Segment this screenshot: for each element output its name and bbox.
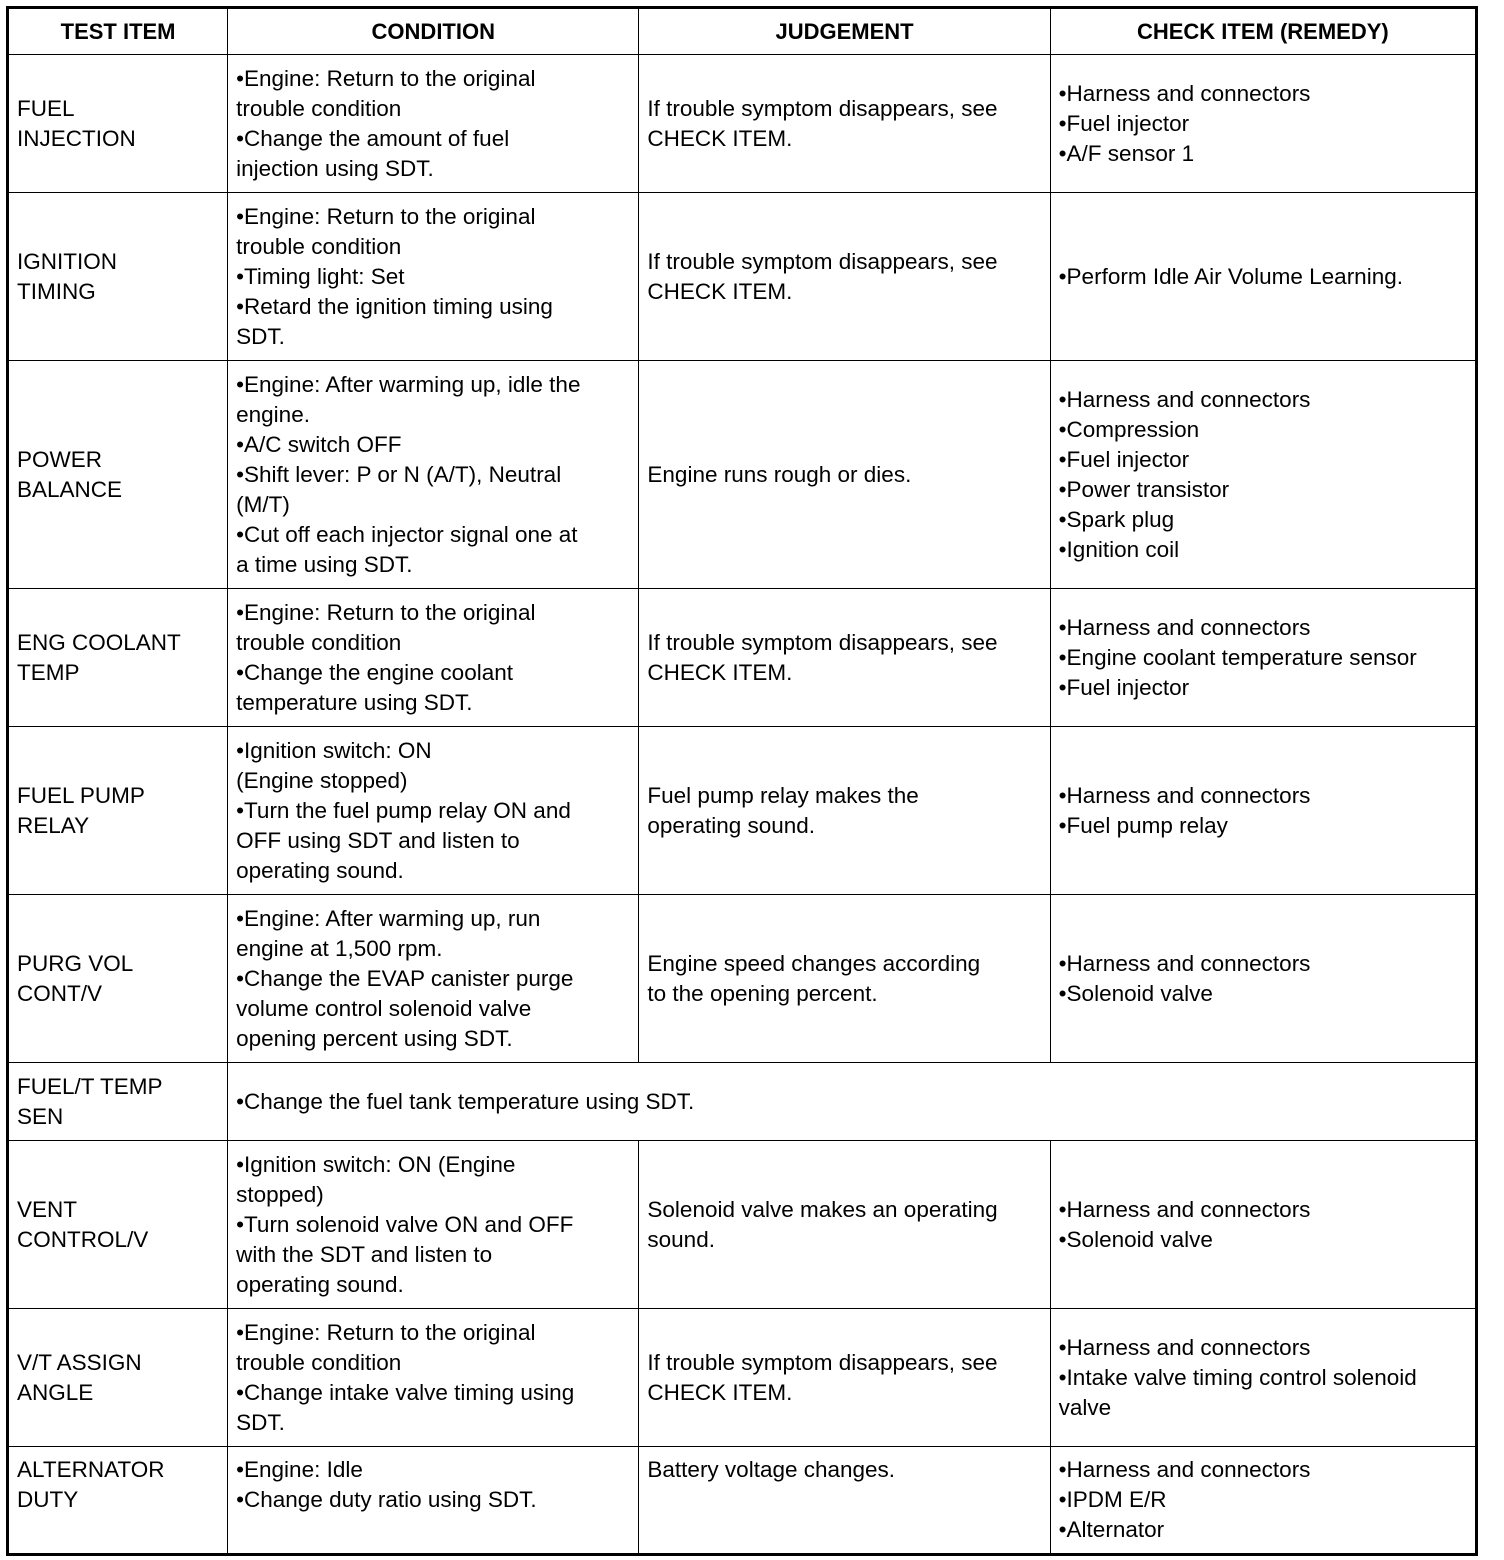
check-item-cell: •Harness and connectors •Fuel pump relay <box>1050 727 1476 895</box>
condition-cell: •Engine: Return to the original trouble condition •Timing light: Set •Retard the ignition timing using SDT. <box>228 193 639 361</box>
table-row <box>8 1141 1477 1309</box>
table-row <box>8 1447 1477 1555</box>
judgement-cell: If trouble symptom disappears, see CHECK ITEM. <box>639 1309 1050 1447</box>
condition-cell: •Engine: After warming up, run engine at 1,500 rpm. •Change the EVAP canister purge volume control solenoid valve opening percent using SDT. <box>228 895 639 1063</box>
test-item-cell: IGNITION TIMING <box>8 193 228 361</box>
judgement-cell: If trouble symptom disappears, see CHECK ITEM. <box>639 193 1050 361</box>
test-item-cell: POWER BALANCE <box>8 361 228 589</box>
test-item-cell: FUEL PUMP RELAY <box>8 727 228 895</box>
test-item-cell: ENG COOLANT TEMP <box>8 589 228 727</box>
header-test-item: TEST ITEM <box>8 8 228 55</box>
check-item-cell: •Harness and connectors •Fuel injector •A/F sensor 1 <box>1050 55 1476 193</box>
condition-cell: •Ignition switch: ON (Engine stopped) •Turn solenoid valve ON and OFF with the SDT and listen to operating sound. <box>228 1141 639 1309</box>
test-item-cell: FUEL INJECTION <box>8 55 228 193</box>
table-row <box>8 193 1477 361</box>
test-item-cell: ALTERNATOR DUTY <box>8 1447 228 1555</box>
test-item-cell: PURG VOL CONT/V <box>8 895 228 1063</box>
check-item-cell: •Perform Idle Air Volume Learning. <box>1050 193 1476 361</box>
check-item-cell: •Harness and connectors •Compression •Fuel injector •Power transistor •Spark plug •Ignition coil <box>1050 361 1476 589</box>
table-row <box>8 55 1477 193</box>
check-item-cell: •Harness and connectors •Solenoid valve <box>1050 895 1476 1063</box>
judgement-cell: Engine speed changes according to the opening percent. <box>639 895 1050 1063</box>
table-row <box>8 1309 1477 1447</box>
table-row <box>8 1063 1477 1141</box>
check-item-cell: •Harness and connectors •Intake valve timing control solenoid valve <box>1050 1309 1476 1447</box>
check-item-cell: •Harness and connectors •Engine coolant temperature sensor •Fuel injector <box>1050 589 1476 727</box>
header-judgement: JUDGEMENT <box>639 8 1050 55</box>
condition-cell: •Engine: Return to the original trouble condition •Change the amount of fuel injection using SDT. <box>228 55 639 193</box>
test-item-cell: FUEL/T TEMP SEN <box>8 1063 228 1141</box>
table-row <box>8 895 1477 1063</box>
table-row <box>8 589 1477 727</box>
active-test-table <box>6 6 1478 1556</box>
judgement-cell: Engine runs rough or dies. <box>639 361 1050 589</box>
check-item-cell: •Harness and connectors •Solenoid valve <box>1050 1141 1476 1309</box>
header-condition: CONDITION <box>228 8 639 55</box>
judgement-cell: Battery voltage changes. <box>639 1447 1050 1555</box>
judgement-cell: Fuel pump relay makes the operating sound. <box>639 727 1050 895</box>
check-item-cell: •Harness and connectors •IPDM E/R •Alternator <box>1050 1447 1476 1555</box>
judgement-cell: Solenoid valve makes an operating sound. <box>639 1141 1050 1309</box>
condition-cell: •Engine: Idle •Change duty ratio using SDT. <box>228 1447 639 1555</box>
test-item-cell: V/T ASSIGN ANGLE <box>8 1309 228 1447</box>
condition-cell: •Engine: Return to the original trouble condition •Change the engine coolant temperature using SDT. <box>228 589 639 727</box>
table-row <box>8 361 1477 589</box>
condition-cell: •Engine: Return to the original trouble condition •Change intake valve timing using SDT. <box>228 1309 639 1447</box>
test-item-cell: VENT CONTROL/V <box>8 1141 228 1309</box>
table-row <box>8 727 1477 895</box>
condition-cell: •Engine: After warming up, idle the engine. •A/C switch OFF •Shift lever: P or N (A/T), Neutral (M/T) •Cut off each injector signal one at a time using SDT. <box>228 361 639 589</box>
judgement-cell: If trouble symptom disappears, see CHECK ITEM. <box>639 589 1050 727</box>
condition-span-cell: •Change the fuel tank temperature using SDT. <box>228 1063 1477 1141</box>
header-row <box>8 8 1477 55</box>
header-check-item: CHECK ITEM (REMEDY) <box>1050 8 1476 55</box>
condition-cell: •Ignition switch: ON (Engine stopped) •Turn the fuel pump relay ON and OFF using SDT and listen to operating sound. <box>228 727 639 895</box>
judgement-cell: If trouble symptom disappears, see CHECK ITEM. <box>639 55 1050 193</box>
